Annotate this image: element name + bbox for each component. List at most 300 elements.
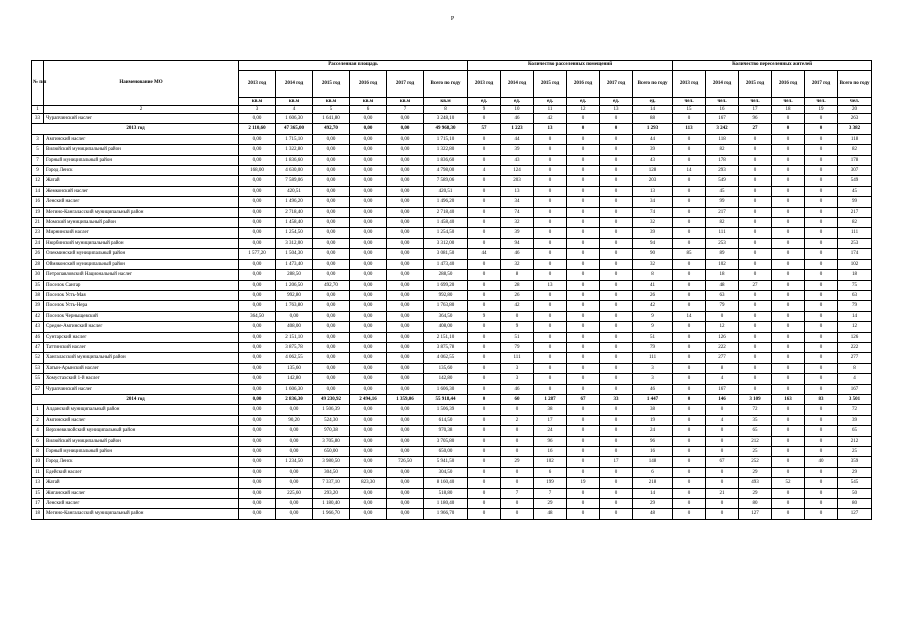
row-number: 6	[32, 436, 44, 446]
value-cell: 0	[600, 509, 633, 519]
value-cell: 79	[501, 342, 534, 352]
municipality-name: Хангаласский муниципальный район	[44, 353, 239, 363]
value-cell: 0	[600, 405, 633, 415]
value-cell: 0	[805, 447, 838, 457]
year-header: Всего по году	[633, 71, 673, 98]
column-number-cell: 20	[838, 106, 872, 114]
value-cell: 0	[534, 207, 567, 217]
value-cell: 0,00	[387, 311, 424, 321]
value-cell: 0,00	[387, 218, 424, 228]
value-cell: 0	[501, 311, 534, 321]
table-row	[32, 499, 872, 509]
total-row	[32, 124, 872, 134]
value-cell: 0	[673, 290, 706, 300]
value-cell: 18	[838, 270, 872, 280]
value-cell: 0,00	[350, 249, 387, 259]
value-cell: 0	[772, 436, 805, 446]
value-cell: 1 254,50	[424, 228, 468, 238]
value-cell: 0	[805, 374, 838, 384]
table-row	[32, 301, 872, 311]
table-row	[32, 228, 872, 238]
municipality-name: Петропавловский Национальный наслег	[44, 270, 239, 280]
value-cell: 2 494,16	[350, 394, 387, 404]
value-cell: 0,00	[350, 447, 387, 457]
value-cell: 0	[805, 405, 838, 415]
value-cell: 0,00	[313, 176, 350, 186]
value-cell: 0	[468, 145, 501, 155]
value-cell: 48	[706, 280, 739, 290]
row-number: 35	[32, 280, 44, 290]
column-number-cell: 2	[44, 106, 239, 114]
value-cell: 203	[633, 176, 673, 186]
value-cell: 0,00	[350, 176, 387, 186]
value-cell: 0	[739, 322, 772, 332]
value-cell: 0	[805, 186, 838, 196]
value-cell: 0	[600, 332, 633, 342]
value-cell: 0,00	[313, 363, 350, 373]
value-cell: 111	[501, 353, 534, 363]
value-cell: 0,00	[350, 228, 387, 238]
value-cell: 48	[534, 509, 567, 519]
value-cell: 0	[772, 155, 805, 165]
value-cell: 1 473,40	[276, 259, 313, 269]
value-cell: 3 109	[739, 394, 772, 404]
value-cell: 253	[838, 238, 872, 248]
value-cell: 0	[600, 426, 633, 436]
value-cell: 4 630,00	[276, 166, 313, 176]
municipality-name: Едейский наслег	[44, 467, 239, 477]
value-cell: 0	[673, 280, 706, 290]
year-header: 2014 год	[276, 71, 313, 98]
value-cell: 0	[805, 228, 838, 238]
value-cell: 0	[468, 436, 501, 446]
value-cell: 0	[600, 436, 633, 446]
value-cell: 0,00	[313, 238, 350, 248]
value-cell: 72	[838, 405, 872, 415]
value-cell: 0,00	[239, 426, 276, 436]
value-cell: 96	[633, 436, 673, 446]
value-cell: 992,80	[424, 290, 468, 300]
value-cell: 492,70	[313, 280, 350, 290]
value-cell: 0	[772, 322, 805, 332]
row-number: 23	[32, 228, 44, 238]
value-cell: 3 248,10	[424, 114, 468, 124]
value-cell: 0	[534, 186, 567, 196]
value-cell: 0,00	[313, 301, 350, 311]
value-cell: 29	[534, 499, 567, 509]
value-cell: 79	[706, 301, 739, 311]
value-cell: 14	[633, 488, 673, 498]
value-cell: 33	[600, 394, 633, 404]
table-row	[32, 415, 872, 425]
value-cell: 0	[673, 374, 706, 384]
value-cell: 163	[772, 394, 805, 404]
table-row	[32, 207, 872, 217]
value-cell: 41	[633, 280, 673, 290]
value-cell: 0,00	[313, 228, 350, 238]
table-row	[32, 405, 872, 415]
value-cell: 0	[567, 499, 600, 509]
value-cell: 0	[468, 342, 501, 352]
value-cell: 0	[468, 374, 501, 384]
value-cell: 304,50	[424, 467, 468, 477]
value-cell: 0	[739, 311, 772, 321]
value-cell: 0	[534, 290, 567, 300]
value-cell: 50	[838, 488, 872, 498]
value-cell: 0	[600, 342, 633, 352]
value-cell: 39	[838, 415, 872, 425]
value-cell: 0	[805, 259, 838, 269]
value-cell: 0,00	[387, 384, 424, 394]
value-cell: 0,00	[276, 499, 313, 509]
value-cell: 212	[739, 436, 772, 446]
row-number: 43	[32, 322, 44, 332]
value-cell: 0,00	[350, 353, 387, 363]
value-cell: 13	[534, 124, 567, 134]
value-cell: 0,00	[239, 342, 276, 352]
value-cell: 0	[567, 186, 600, 196]
value-cell: 127	[739, 509, 772, 519]
unit-header: ед.	[468, 98, 501, 106]
value-cell: 0,00	[350, 342, 387, 352]
value-cell: 0	[805, 114, 838, 124]
value-cell: 0,00	[387, 134, 424, 144]
municipality-name: Средне-Амгинский наслег	[44, 322, 239, 332]
total-label: 2013 год	[32, 124, 239, 134]
value-cell: 0	[567, 488, 600, 498]
value-cell: 0	[673, 478, 706, 488]
value-cell: 0,00	[276, 478, 313, 488]
value-cell: 420,51	[424, 186, 468, 196]
value-cell: 49 230,92	[313, 394, 350, 404]
value-cell: 44	[633, 134, 673, 144]
value-cell: 0	[772, 228, 805, 238]
value-cell: 0	[567, 374, 600, 384]
value-cell: 3 980,50	[313, 457, 350, 467]
value-cell: 3 242	[706, 124, 739, 134]
value-cell: 0	[805, 332, 838, 342]
value-cell: 111	[838, 228, 872, 238]
value-cell: 0,00	[313, 259, 350, 269]
value-cell: 27	[739, 124, 772, 134]
value-cell: 0	[501, 447, 534, 457]
row-number: 4	[32, 426, 44, 436]
row-number: 15	[32, 488, 44, 498]
value-cell: 0	[567, 134, 600, 144]
value-cell: 0	[501, 478, 534, 488]
value-cell: 0	[673, 155, 706, 165]
value-cell: 0,00	[239, 353, 276, 363]
year-header: 2013 год	[468, 71, 501, 98]
value-cell: 0,00	[387, 509, 424, 519]
table-row	[32, 447, 872, 457]
value-cell: 0	[534, 176, 567, 186]
value-cell: 359	[838, 457, 872, 467]
value-cell: 0,00	[350, 301, 387, 311]
municipality-name: Амгинский наслег	[44, 415, 239, 425]
table-row	[32, 322, 872, 332]
value-cell: 9	[501, 322, 534, 332]
value-cell: 1 180,40	[313, 499, 350, 509]
value-cell: 0	[567, 342, 600, 352]
value-cell: 0	[805, 353, 838, 363]
row-number: 9	[32, 166, 44, 176]
value-cell: 1 458,40	[276, 218, 313, 228]
year-header: 2017 год	[805, 71, 838, 98]
value-cell: 0	[600, 478, 633, 488]
value-cell: 67	[706, 457, 739, 467]
value-cell: 1 223	[501, 124, 534, 134]
value-cell: 8 160,40	[424, 478, 468, 488]
value-cell: 0	[567, 426, 600, 436]
value-cell: 0,00	[313, 311, 350, 321]
value-cell: 0,00	[239, 509, 276, 519]
table-row	[32, 259, 872, 269]
municipality-name: Амгинский наслег	[44, 134, 239, 144]
value-cell: 1 506,39	[313, 405, 350, 415]
column-number-cell: 16	[706, 106, 739, 114]
table-row	[32, 280, 872, 290]
value-cell: 102	[706, 259, 739, 269]
column-number-cell: 1	[32, 106, 44, 114]
value-cell: 0	[739, 332, 772, 342]
value-cell: 650,00	[424, 447, 468, 457]
value-cell: 0,00	[239, 457, 276, 467]
value-cell: 14	[673, 311, 706, 321]
value-cell: 0	[673, 207, 706, 217]
value-cell: 0,00	[239, 436, 276, 446]
value-cell: 0	[567, 415, 600, 425]
value-cell: 0,00	[387, 114, 424, 124]
value-cell: 2 718,40	[276, 207, 313, 217]
value-cell: 0	[468, 415, 501, 425]
value-cell: 0,00	[387, 155, 424, 165]
value-cell: 0,00	[387, 322, 424, 332]
value-cell: 0,00	[387, 186, 424, 196]
value-cell: 0	[567, 155, 600, 165]
value-cell: 126	[838, 332, 872, 342]
value-cell: 0	[805, 311, 838, 321]
value-cell: 43	[501, 155, 534, 165]
value-cell: 1 293	[633, 124, 673, 134]
value-cell: 167	[838, 384, 872, 394]
value-cell: 0	[772, 488, 805, 498]
value-cell: 0	[567, 457, 600, 467]
value-cell: 6	[534, 467, 567, 477]
value-cell: 16	[633, 447, 673, 457]
value-cell: 549	[838, 176, 872, 186]
value-cell: 0	[468, 405, 501, 415]
value-cell: 0	[534, 134, 567, 144]
value-cell: 0,00	[387, 249, 424, 259]
value-cell: 0	[706, 467, 739, 477]
value-cell: 0,00	[313, 218, 350, 228]
value-cell: 148	[633, 457, 673, 467]
value-cell: 0	[600, 134, 633, 144]
value-cell: 0	[600, 384, 633, 394]
table-row	[32, 270, 872, 280]
value-cell: 0	[600, 249, 633, 259]
value-cell: 277	[706, 353, 739, 363]
value-cell: 0	[673, 145, 706, 155]
value-cell: 0,00	[387, 166, 424, 176]
value-cell: 8	[706, 363, 739, 373]
value-cell: 88	[633, 114, 673, 124]
value-cell: 823,30	[350, 478, 387, 488]
value-cell: 0	[706, 426, 739, 436]
municipality-name: Алданский муниципальный район	[44, 405, 239, 415]
value-cell: 0	[600, 467, 633, 477]
row-number: 7	[32, 155, 44, 165]
value-cell: 135,60	[276, 363, 313, 373]
value-cell: 493	[739, 478, 772, 488]
value-cell: 614,50	[424, 415, 468, 425]
row-number: 39	[32, 301, 44, 311]
value-cell: 0	[772, 457, 805, 467]
value-cell: 0	[534, 270, 567, 280]
row-number: 30	[32, 270, 44, 280]
value-cell: 408,00	[424, 322, 468, 332]
municipality-name: Хатын-Арынский наслег	[44, 363, 239, 373]
value-cell: 1 180,40	[424, 499, 468, 509]
value-cell: 0	[534, 155, 567, 165]
value-cell: 118	[706, 134, 739, 144]
value-cell: 0,00	[239, 218, 276, 228]
value-cell: 0,00	[313, 374, 350, 384]
value-cell: 0	[468, 384, 501, 394]
row-number: 5	[32, 145, 44, 155]
value-cell: 545	[838, 478, 872, 488]
value-cell: 0	[772, 134, 805, 144]
value-cell: 1 836,60	[424, 155, 468, 165]
value-cell: 277	[838, 353, 872, 363]
value-cell: 0	[772, 207, 805, 217]
value-cell: 0,00	[350, 332, 387, 342]
group-header-residents: Количество переселенных жителей	[673, 61, 872, 71]
value-cell: 0	[739, 155, 772, 165]
value-cell: 99	[706, 197, 739, 207]
value-cell: 1 606,30	[276, 384, 313, 394]
value-cell: 0	[600, 176, 633, 186]
value-cell: 0,00	[313, 342, 350, 352]
value-cell: 0	[772, 176, 805, 186]
value-cell: 0	[673, 301, 706, 311]
row-number: 53	[32, 363, 44, 373]
value-cell: 1 836,60	[276, 155, 313, 165]
value-cell: 0	[772, 499, 805, 509]
value-cell: 0	[673, 332, 706, 342]
value-cell: 127	[838, 509, 872, 519]
value-cell: 0,00	[239, 228, 276, 238]
value-cell: 0	[600, 218, 633, 228]
value-cell: 0,00	[313, 145, 350, 155]
value-cell: 0	[468, 353, 501, 363]
value-cell: 0,00	[276, 509, 313, 519]
year-header: 2015 год	[534, 71, 567, 98]
unit-header: кв.м	[276, 98, 313, 106]
value-cell: 21	[706, 488, 739, 498]
value-cell: 263	[838, 114, 872, 124]
unit-header: чел.	[772, 98, 805, 106]
value-cell: 0	[739, 290, 772, 300]
value-cell: 0	[468, 509, 501, 519]
table-row	[32, 134, 872, 144]
table-row	[32, 166, 872, 176]
value-cell: 0	[468, 176, 501, 186]
value-cell: 1 473,40	[424, 259, 468, 269]
value-cell: 9	[468, 311, 501, 321]
value-cell: 0	[739, 249, 772, 259]
value-cell: 0	[673, 197, 706, 207]
value-cell: 217	[706, 207, 739, 217]
year-header: 2016 год	[350, 71, 387, 98]
value-cell: 0,00	[239, 467, 276, 477]
value-cell: 0	[805, 249, 838, 259]
value-cell: 0	[567, 363, 600, 373]
value-cell: 0	[805, 290, 838, 300]
value-cell: 0	[772, 280, 805, 290]
value-cell: 0	[805, 322, 838, 332]
value-cell: 0	[673, 457, 706, 467]
value-cell: 57	[468, 124, 501, 134]
value-cell: 0	[567, 332, 600, 342]
value-cell: 0,00	[276, 467, 313, 477]
value-cell: 45	[706, 186, 739, 196]
year-header: 2015 год	[313, 71, 350, 98]
value-cell: 0	[739, 134, 772, 144]
municipality-name: Вилюйский муниципальный район	[44, 436, 239, 446]
value-cell: 0	[567, 322, 600, 332]
value-cell: 0	[468, 394, 501, 404]
value-cell: 0	[673, 270, 706, 280]
value-cell: 0,00	[239, 394, 276, 404]
value-cell: 0	[600, 415, 633, 425]
value-cell: 0,00	[313, 186, 350, 196]
value-cell: 0,00	[350, 145, 387, 155]
value-cell: 0	[772, 124, 805, 134]
value-cell: 0	[772, 197, 805, 207]
value-cell: 0,00	[276, 447, 313, 457]
value-cell: 304,50	[313, 467, 350, 477]
value-cell: 19	[633, 415, 673, 425]
col-name-header: Наименование МО	[44, 61, 239, 106]
value-cell: 1 206,50	[276, 280, 313, 290]
value-cell: 0	[534, 238, 567, 248]
value-cell: 1 496,20	[424, 197, 468, 207]
value-cell: 0,00	[239, 322, 276, 332]
value-cell: 0	[600, 301, 633, 311]
value-cell: 142,80	[424, 374, 468, 384]
value-cell: 0	[567, 436, 600, 446]
municipality-name: Таттинский наслег	[44, 342, 239, 352]
value-cell: 0	[739, 145, 772, 155]
value-cell: 0	[468, 426, 501, 436]
value-cell: 288,50	[276, 270, 313, 280]
value-cell: 67	[567, 394, 600, 404]
value-cell: 142,80	[276, 374, 313, 384]
municipality-name: Поселок Черныщевский	[44, 311, 239, 321]
value-cell: 18	[706, 270, 739, 280]
value-cell: 0,00	[350, 207, 387, 217]
table-row	[32, 488, 872, 498]
group-header-area: Расселенная площадь	[239, 61, 468, 71]
value-cell: 0,00	[387, 499, 424, 509]
column-number-cell: 19	[805, 106, 838, 114]
value-cell: 0	[673, 499, 706, 509]
value-cell: 0	[805, 363, 838, 373]
value-cell: 0	[600, 447, 633, 457]
value-cell: 222	[706, 342, 739, 352]
